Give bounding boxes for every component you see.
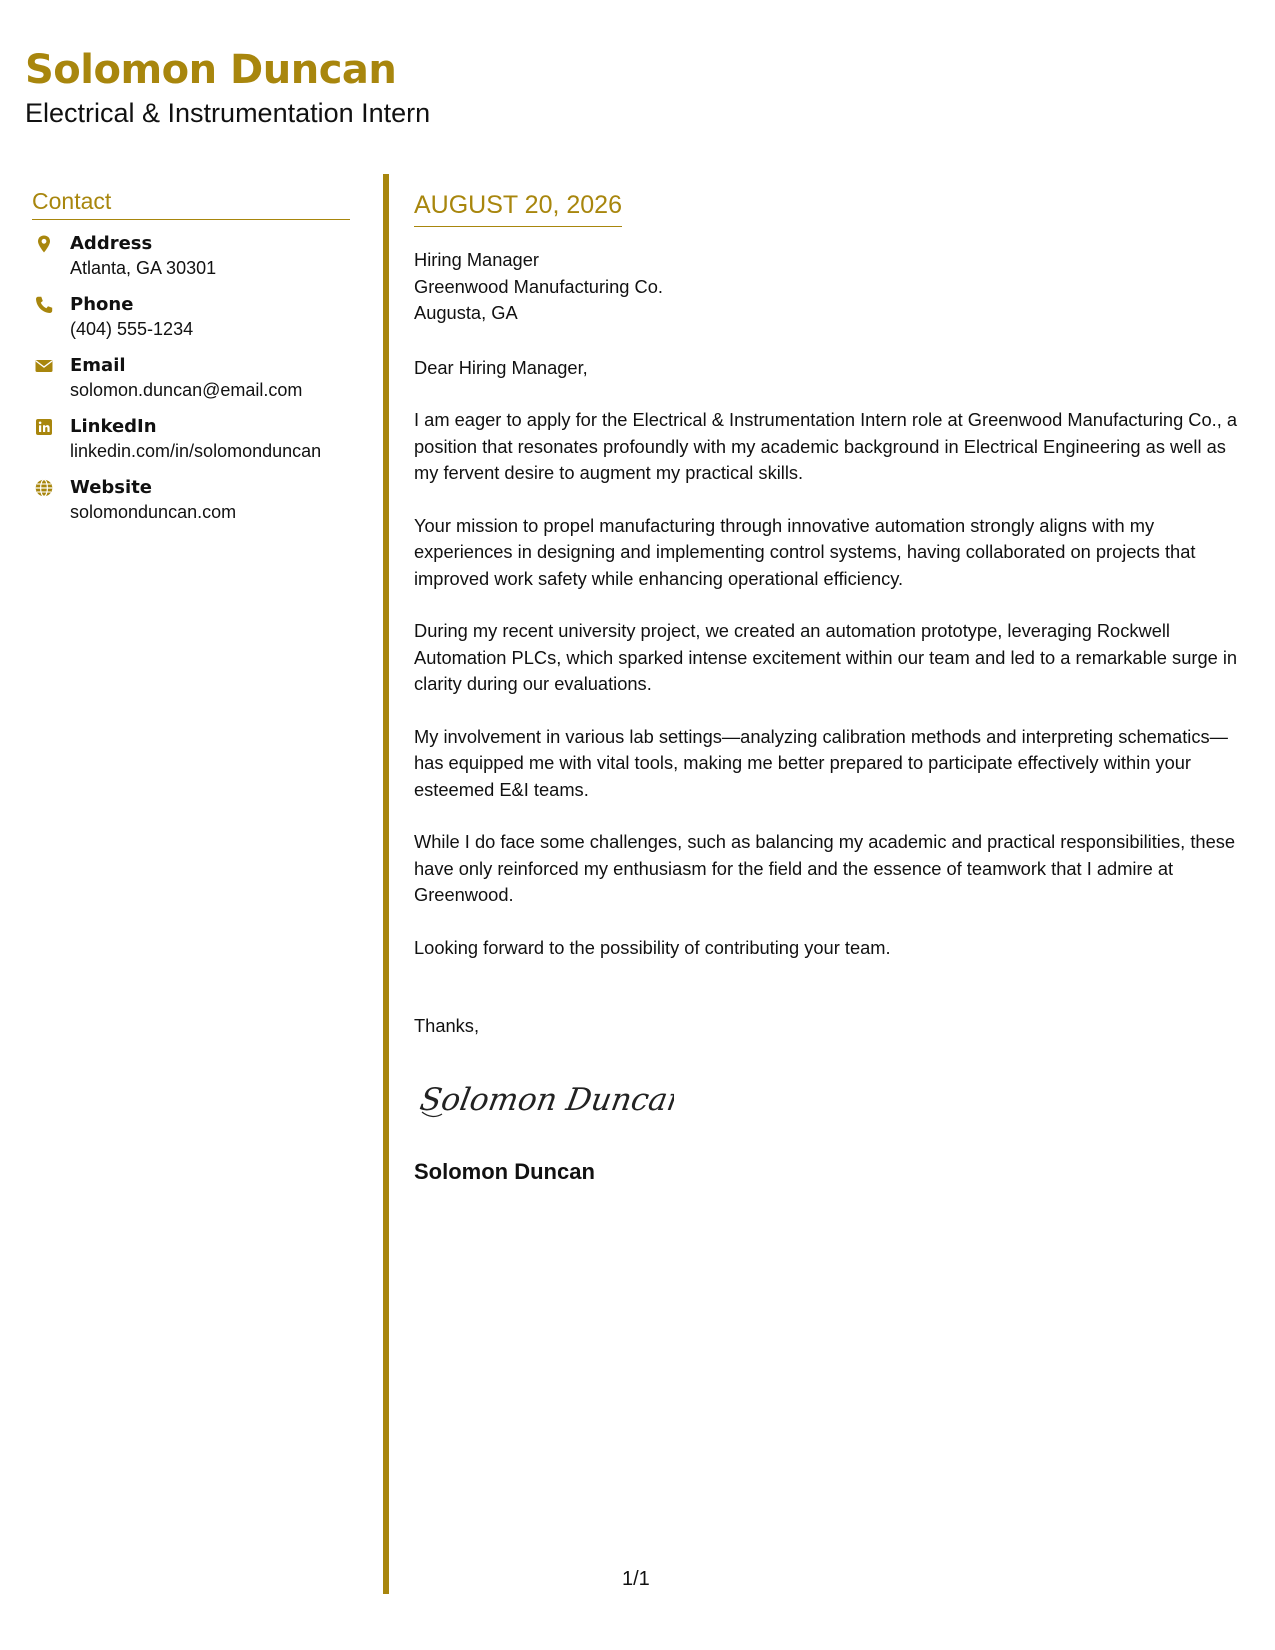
letter-paragraph: I am eager to apply for the Electrical & Instrumentation Intern role at Greenwood Manufacturing Co., a position that resonates profoundly with my academic background in Electrical Engineering as well as my fervent desire to augment my practical skills. [414, 409, 1238, 483]
linkedin-icon [34, 417, 54, 437]
candidate-title: Electrical & Instrumentation Intern [25, 98, 431, 128]
letter-paragraph: My involvement in various lab settings—analyzing calibration methods and interpreting schematics—has equipped me with vital tools, making me better prepared to participate effectively within your esteemed E&I teams. [414, 725, 1228, 800]
map-pin-icon [34, 234, 54, 254]
contact-label: Website [70, 477, 153, 499]
contact-label: LinkedIn [70, 416, 157, 438]
letter-paragraph: Your mission to propel manufacturing through innovative automation strongly aligns with my experiences in designing and implementing control systems, having collaborated on projects that improved work safety while enhancing operational efficiency. [414, 514, 1196, 589]
recipient-line: Greenwood Manufacturing Co. [414, 275, 663, 297]
phone-icon [34, 295, 54, 315]
contact-item-linkedin [32, 415, 350, 463]
recipient-line: Augusta, GA [414, 302, 518, 323]
letter-paragraph: During my recent university project, we created an automation prototype, leveraging Rockwell Automation PLCs, which sparked intense excitement within our team and led to a remarkable surge in clarity during our evaluations. [414, 620, 1238, 694]
contact-label: Address [70, 233, 153, 255]
contact-value: solomon.duncan@email.com [70, 380, 303, 401]
letter-date: AUGUST 20, 2026 [414, 190, 622, 227]
signed-name: Solomon Duncan [414, 1159, 595, 1184]
recipient-block [414, 247, 1250, 327]
contact-item-email [32, 354, 350, 402]
letter-paragraph: Looking forward to the possibility of contributing your team. [414, 936, 891, 958]
contact-heading: Contact [32, 188, 350, 220]
recipient-line: Hiring Manager [414, 249, 539, 270]
letter-paragraph: While I do face some challenges, such as balancing my academic and practical responsibilities, these have only reinforced my enthusiasm for the field and the essence of teamwork that I admire at Greenwood. [414, 831, 1236, 905]
contact-item-address [32, 232, 350, 280]
signature-text: Solomon Duncan [417, 1081, 674, 1118]
contact-label: Phone [70, 294, 134, 316]
contact-item-website [32, 476, 350, 524]
page-number: 1/1 [622, 1568, 650, 1590]
handwritten-signature [414, 1068, 674, 1128]
contact-value: (404) 555-1234 [70, 319, 194, 340]
closing: Thanks, [414, 1015, 480, 1036]
contact-value: solomonduncan.com [70, 502, 237, 523]
envelope-icon [34, 356, 54, 376]
contact-value: Atlanta, GA 30301 [70, 258, 217, 279]
contact-item-phone [32, 293, 350, 341]
letter-body [414, 190, 1250, 1186]
globe-icon [34, 478, 54, 498]
salutation: Dear Hiring Manager, [414, 356, 588, 378]
contact-label: Email [70, 355, 126, 377]
contact-value: linkedin.com/in/solomonduncan [70, 441, 322, 462]
candidate-name: Solomon Duncan [25, 47, 397, 93]
vertical-divider [383, 174, 389, 1594]
contact-sidebar [32, 188, 350, 537]
